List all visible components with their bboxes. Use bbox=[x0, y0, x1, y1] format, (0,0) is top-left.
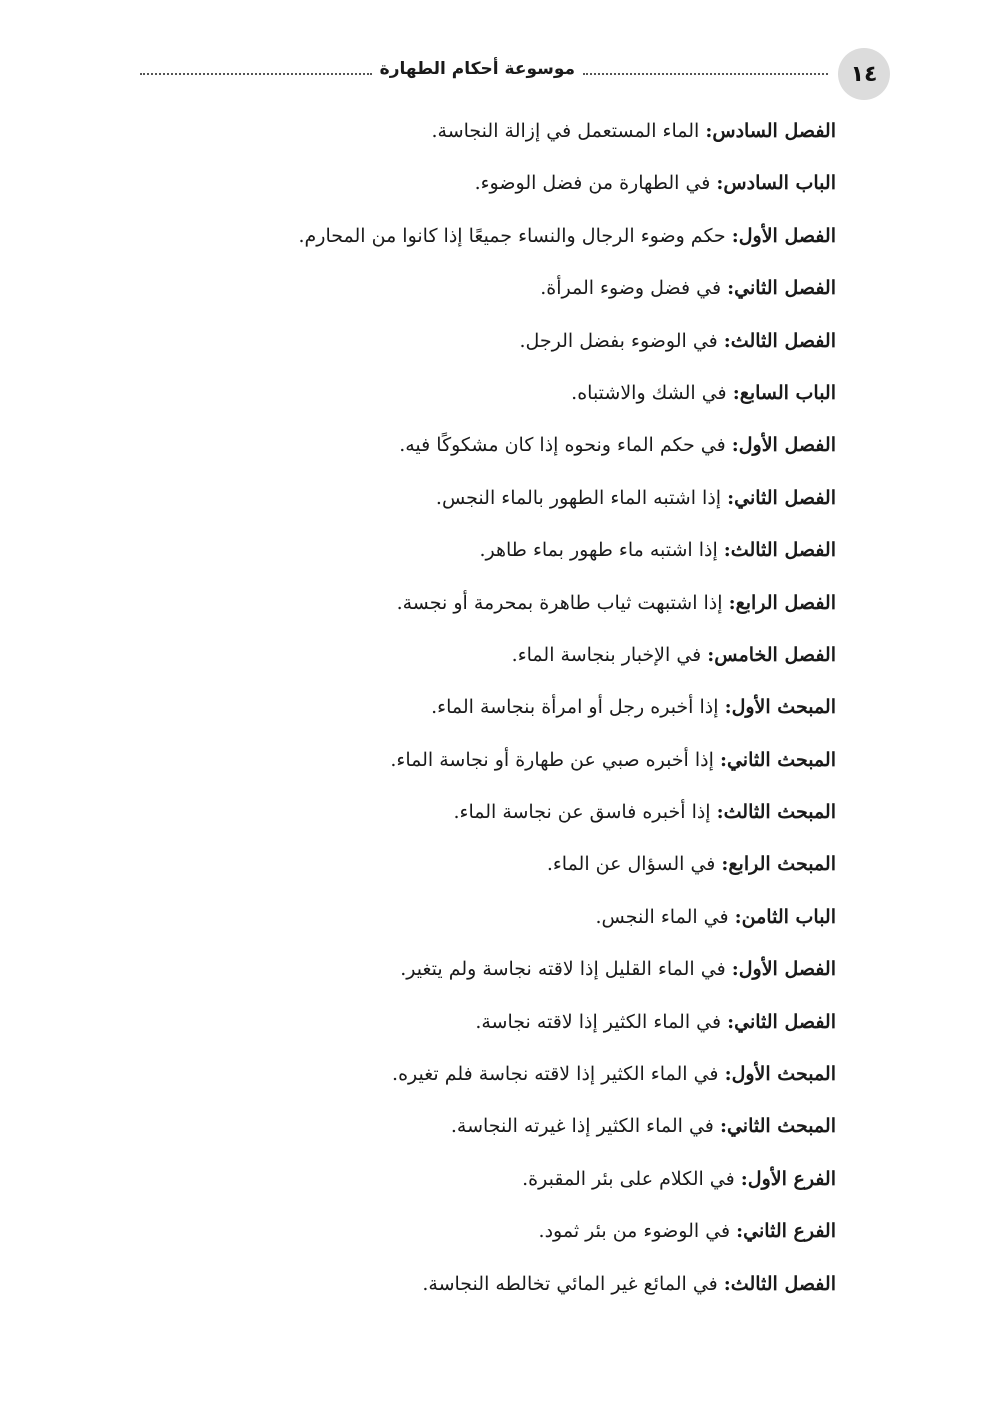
entry-label: المبحث الأول: bbox=[724, 696, 836, 719]
toc-entry bbox=[196, 582, 836, 634]
toc-entry bbox=[196, 372, 836, 424]
toc-entry bbox=[196, 739, 836, 791]
toc-entry bbox=[196, 477, 836, 529]
entry-text: في حكم الماء ونحوه إذا كان مشكوكًا فيه. bbox=[399, 434, 732, 457]
toc-entry bbox=[196, 162, 836, 214]
toc-entry bbox=[196, 110, 836, 162]
toc-entry bbox=[196, 267, 836, 319]
entry-label: الفصل الثاني: bbox=[727, 1010, 836, 1033]
entry-text: إذا أخبره رجل أو امرأة بنجاسة الماء. bbox=[431, 696, 725, 719]
page-number: ١٤ bbox=[850, 61, 878, 87]
entry-label: الباب السابع: bbox=[732, 381, 836, 404]
entry-text: في الماء القليل إذا لاقته نجاسة ولم يتغير. bbox=[400, 958, 732, 981]
toc-entry bbox=[196, 686, 836, 738]
toc-entry bbox=[196, 529, 836, 581]
book-title: موسوعة أحكام الطهارة bbox=[379, 59, 575, 79]
entry-label: المبحث الرابع: bbox=[721, 853, 836, 876]
toc-entry bbox=[196, 424, 836, 476]
entry-text: في الطهارة من فضل الوضوء. bbox=[474, 172, 717, 195]
leader-dots-right bbox=[583, 73, 828, 75]
entry-label: المبحث الثاني: bbox=[719, 1115, 836, 1138]
toc-entry bbox=[196, 843, 836, 895]
entry-label: الفرع الأول: bbox=[740, 1167, 836, 1190]
entry-label: الباب السادس: bbox=[716, 172, 836, 195]
entry-text: في الوضوء من بئر ثمود. bbox=[538, 1220, 737, 1243]
entry-label: الفصل الثاني: bbox=[727, 486, 836, 509]
entry-text: في الشك والاشتباه. bbox=[571, 381, 733, 404]
leader-dots-left bbox=[140, 73, 372, 75]
entry-label: الفصل الثالث: bbox=[723, 1272, 836, 1295]
entry-label: الفصل الثالث: bbox=[723, 539, 836, 562]
entry-text: في الماء النجس. bbox=[595, 905, 735, 928]
toc-entry bbox=[196, 896, 836, 948]
entry-label: الفصل الأول: bbox=[731, 434, 836, 457]
entry-text: في السؤال عن الماء. bbox=[546, 853, 722, 876]
entry-text: إذا أخبره صبي عن طهارة أو نجاسة الماء. bbox=[390, 748, 720, 771]
entry-label: الفصل الأول: bbox=[731, 958, 836, 981]
entry-label: الفصل الثالث: bbox=[723, 329, 836, 352]
entry-label: الفصل الرابع: bbox=[728, 591, 836, 614]
page-header bbox=[140, 45, 890, 101]
toc-entry bbox=[196, 1210, 836, 1262]
page-number-badge bbox=[838, 48, 890, 100]
toc-entry bbox=[196, 1105, 836, 1157]
toc-entry bbox=[196, 1053, 836, 1105]
entry-text: الماء المستعمل في إزالة النجاسة. bbox=[431, 120, 706, 142]
entry-text: في الكلام على بئر المقبرة. bbox=[522, 1167, 741, 1190]
entry-text: في الماء الكثير إذا لاقته نجاسة فلم تغيره. bbox=[392, 1063, 725, 1086]
toc-entry bbox=[196, 791, 836, 843]
entry-label: الفصل الأول: bbox=[731, 224, 836, 247]
entry-text: إذا اشتبه ماء طهور بماء طاهر. bbox=[479, 539, 724, 562]
toc-entry bbox=[196, 1158, 836, 1210]
entry-label: الفرع الثاني: bbox=[736, 1220, 836, 1243]
entry-text: إذا أخبره فاسق عن نجاسة الماء. bbox=[453, 801, 717, 824]
toc-entry bbox=[196, 634, 836, 686]
running-title bbox=[140, 59, 828, 79]
toc-entry bbox=[196, 948, 836, 1000]
entry-label: المبحث الأول: bbox=[724, 1063, 836, 1086]
toc-entry bbox=[196, 215, 836, 267]
entry-label: الفصل الخامس: bbox=[707, 643, 836, 666]
entry-text: في المائع غير المائي تخالطه النجاسة. bbox=[422, 1272, 724, 1295]
toc-list bbox=[196, 110, 836, 1315]
entry-label: المبحث الثالث: bbox=[716, 801, 836, 824]
entry-text: إذا اشتبه الماء الطهور بالماء النجس. bbox=[435, 486, 728, 509]
entry-label: الفصل الثاني: bbox=[727, 277, 836, 300]
entry-label: الفصل السادس: bbox=[705, 120, 836, 142]
entry-text: في الماء الكثير إذا غيرته النجاسة. bbox=[450, 1115, 720, 1138]
entry-text: في الوضوء بفضل الرجل. bbox=[519, 329, 724, 352]
entry-text: في فضل وضوء المرأة. bbox=[540, 277, 728, 300]
entry-text: في الإخبار بنجاسة الماء. bbox=[511, 643, 708, 666]
entry-text: في الماء الكثير إذا لاقته نجاسة. bbox=[475, 1010, 728, 1033]
entry-label: الباب الثامن: bbox=[734, 905, 836, 928]
entry-text: حكم وضوء الرجال والنساء جميعًا إذا كانوا من المحارم. bbox=[298, 224, 732, 247]
toc-entry bbox=[196, 320, 836, 372]
toc-entry bbox=[196, 1263, 836, 1315]
toc-entry bbox=[196, 1001, 836, 1053]
entry-text: إذا اشتبهت ثياب طاهرة بمحرمة أو نجسة. bbox=[396, 591, 729, 614]
entry-label: المبحث الثاني: bbox=[719, 748, 836, 771]
